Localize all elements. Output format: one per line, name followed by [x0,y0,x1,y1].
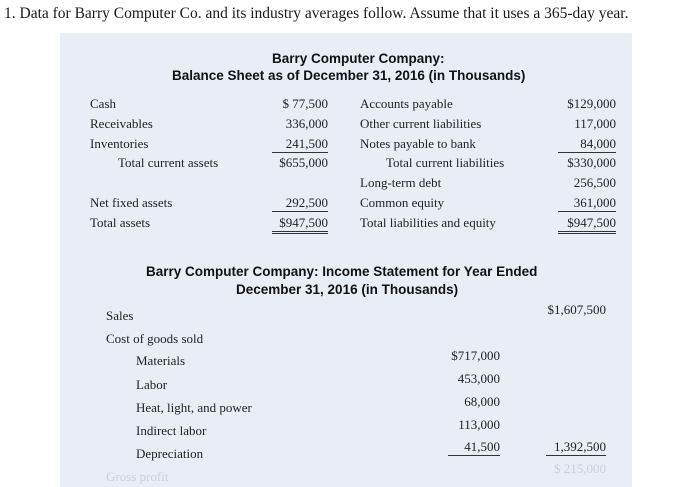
cogs-label: Cost of goods sold [106,331,204,346]
cogs-item-label-heat: Heat, light, and power [136,400,252,415]
cogs-item-value-heat: 68,000 [464,394,500,409]
liab-label-common-equity: Common equity [360,195,445,210]
asset-label-net-fixed: Net fixed assets [90,195,173,210]
liab-value-long-term-debt: 256,500 [573,175,616,190]
liab-value-total-current: $330,000 [567,155,616,170]
asset-label-cash: Cash [90,96,116,111]
liab-label-total-current: Total current liabilities [386,155,505,170]
asset-label-total-assets: Total assets [90,215,151,230]
liab-value-total-liab-equity: $947,500 [558,215,616,234]
balance-sheet-subtitle: Balance Sheet as of December 31, 2016 (in Thousands) [172,68,526,83]
asset-value-net-fixed: 292,500 [272,195,328,212]
cogs-item-label-depreciation: Depreciation [136,446,204,461]
financial-statements-panel [60,33,632,487]
liab-label-long-term-debt: Long-term debt [360,175,442,190]
asset-value-inventories: 241,500 [272,136,328,153]
cogs-total-value: 1,392,500 [546,439,606,456]
asset-label-inventories: Inventories [90,136,149,151]
liab-value-other-current: 117,000 [574,116,616,131]
liab-value-accounts-payable: $129,000 [567,96,616,111]
cogs-item-label-labor: Labor [136,377,168,392]
cogs-item-value-materials: $717,000 [451,348,500,363]
cogs-item-value-labor: 453,000 [457,371,500,386]
liab-label-notes-payable: Notes payable to bank [360,136,476,151]
asset-label-receivables: Receivables [90,116,153,131]
liab-label-other-current: Other current liabilities [360,116,482,131]
liab-label-total-liab-equity: Total liabilities and equity [360,215,496,230]
cogs-item-value-indirect: 113,000 [458,417,500,432]
income-statement-title: Barry Computer Company: Income Statement for Year Ended [146,264,538,279]
asset-value-total-current: $655,000 [279,155,328,170]
liab-value-common-equity: 361,000 [558,195,616,212]
question-text: 1. Data for Barry Computer Co. and its industry averages follow. Assume that it uses a 365-day year. [4,5,629,22]
liab-value-notes-payable: 84,000 [558,136,616,153]
income-statement-subtitle: December 31, 2016 (in Thousands) [236,282,459,297]
asset-label-total-current: Total current assets [118,155,219,170]
sales-value: $1,607,500 [547,302,606,317]
gross-profit-value: $ 215,000 [554,461,606,476]
gross-profit-label: Gross profit [106,469,169,484]
cogs-item-label-indirect: Indirect labor [136,423,207,438]
asset-value-total-assets: $947,500 [272,215,328,234]
cogs-item-label-materials: Materials [136,353,186,368]
asset-value-cash: $ 77,500 [282,96,328,111]
sales-label: Sales [106,308,134,323]
balance-sheet-title: Barry Computer Company: [272,51,445,66]
cogs-item-value-depreciation: 41,500 [448,439,500,456]
asset-value-receivables: 336,000 [285,116,328,131]
liab-label-accounts-payable: Accounts payable [360,96,453,111]
